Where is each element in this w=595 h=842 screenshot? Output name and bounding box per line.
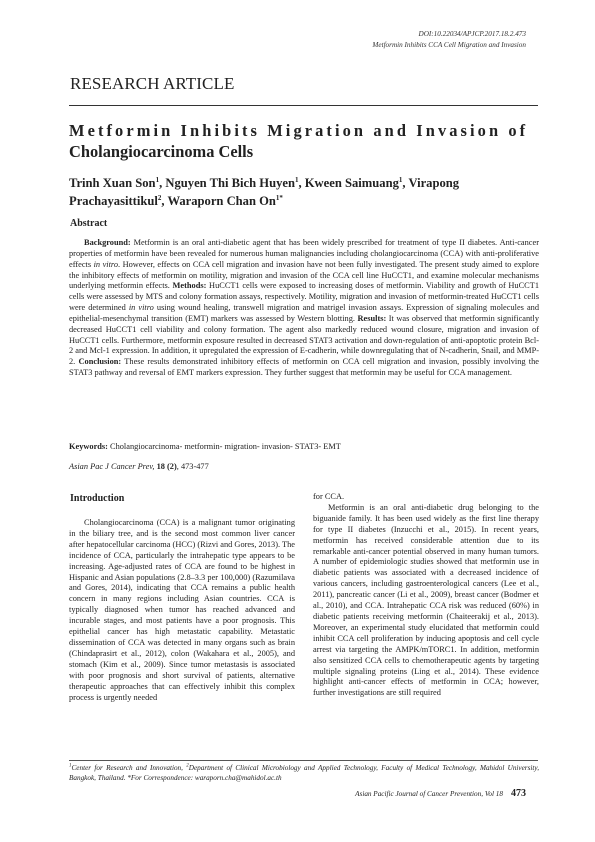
introduction-heading: Introduction bbox=[70, 493, 125, 504]
keywords: Keywords: Cholangiocarcinoma- metformin- migration- invasion- STAT3- EMT bbox=[69, 442, 341, 451]
abstract-heading: Abstract bbox=[70, 218, 108, 229]
footnote-rule bbox=[69, 760, 538, 761]
running-title: Metformin Inhibits CCA Cell Migration and Invasion bbox=[372, 40, 526, 49]
doi: DOI:10.22034/APJCP.2017.18.2.473 bbox=[418, 30, 526, 38]
author-affiliation: 1* bbox=[275, 193, 283, 202]
intro-paragraph: Metformin is an oral anti-diabetic drug belonging to the biguanide family. It has been used widely as the first line therapy for type II diabetes (Inzucchi et al., 2015). In recent years, metformin has received considerable attention due to its remarkable anti-cancer potential observed in many human tumors. A number of epidemiologic studies showed that metformin use in diabetic patients was associated with a decreased incidence of various cancers, including gastroenterological cancers (Lee et al., 2011), pancreatic cancer (Li et al., 2009), breast cancer (Bodmer et al., 2010), and CCA. Intrahepatic CCA risk was reduced (60%) in diabetic patients receiving metformin (Chaiteerakij et al., 2013). Moreover, an experimental study elucidated that metformin could inhibit CCA cell proliferation by inducing apoptosis and cell cycle arrest via targeting the AMPK/mTORC1. In addition, metformin also sensitized CCA cells to chemotherapeutic agents by targeting multiple signaling proteins (Ling et al., 2014). These evidence highlight anti-cancer effects of metformin in CCA; however, further investigations are still required bbox=[313, 502, 539, 698]
footer-journal: Asian Pacific Journal of Cancer Prevention, Vol 18 bbox=[355, 790, 503, 798]
author-list: Trinh Xuan Son$^1$, Nguyen Thi Bich Huyen$^1$, Kween Saimuang$^1$, Virapong Prachayasittikul$^2$, Waraporn Chan $On^{1*}$ bbox=[69, 175, 460, 208]
author-affiliation: 1 bbox=[398, 175, 403, 184]
section-label: RESEARCH ARTICLE bbox=[70, 74, 235, 93]
section-rule bbox=[69, 105, 538, 106]
intro-continuation: for CCA. bbox=[313, 492, 345, 501]
page-number: 473 bbox=[511, 788, 526, 799]
author-affiliation: 2 bbox=[157, 193, 162, 202]
author-affiliation: 1 bbox=[155, 175, 160, 184]
citation: Asian Pac J Cancer Prev, 18 (2), 473-477 bbox=[69, 462, 209, 471]
page-footer bbox=[355, 788, 526, 799]
intro-column-left: Cholangiocarcinoma (CCA) is a malignant tumor originating in the biliary tree, and is the second most common liver cancer after hepatocellular carcinoma (HCC) (Rizvi and Gores, 2013). The incidence of CCA, particularly the intrahepatic type appears to be increasing. Age-adjusted rates of CCA are found to be highest in Hispanic and Asian populations (2.8–3.3 per 100,000) (Razumilava and Gores, 2014), indicating that CCA remains a public health concern in many regions including Asian countries. CCA is typically diagnosed when tumor has reached advanced and incurable stages, and most patients have a poor prognosis. This epithelial cancer has high metastatic capability. Metastatic dissemination of CCA was detected in many organs such as brain (Chindaprasirt et al., 2012), colon (Wakahara et al., 2005), and stomach (Kim et al., 2009). Since tumor metastasis is associated with poor prognosis and short survival of patients, alternative therapeutic approaches that can effectively inhibit this complex process is urgently needed bbox=[69, 518, 295, 702]
paper-title bbox=[69, 121, 539, 162]
intro-column-right bbox=[313, 492, 539, 699]
title-line-2: Cholangiocarcinoma Cells bbox=[69, 141, 254, 161]
title-line-1: Metformin Inhibits Migration and Invasion of bbox=[69, 121, 529, 140]
author: Virapong Prachayasittikul bbox=[69, 176, 460, 208]
author: Trinh Xuan Son bbox=[69, 176, 156, 190]
author: Waraporn Chan On bbox=[167, 193, 276, 208]
affiliation-footnote: $^1$Center for Research and Innovation, $^2$Department of Clinical Microbiology and Applied Technology, Faculty of Medical Technology, Mahidol University, Bangkok, Thailand. *For Correspondence: waraporn.cha@mahidol.ac.th bbox=[69, 763, 539, 782]
author: Nguyen Thi Bich Huyen bbox=[165, 176, 295, 190]
author: Kween Saimuang bbox=[304, 176, 399, 190]
abstract-body: Background: Metformin is an oral anti-diabetic agent that has been widely prescribed for treatment of type II diabetes. Anti-cancer properties of metformin have been revealed for numerous human malignancies including cholangiocarcinoma (CCA) with anti-proliferative effects in vitro. However, effects on CCA cell migration and invasion have not been fully investigated. The present study aimed to explore the inhibitory effects of metformin on motility, migration and invasion of the CCA cell line HuCCT1, and examine molecular mechanisms underlying metformin effects. Methods: HuCCT1 cells were exposed to increasing doses of metformin. Viability and growth of HuCCT1 cells were assessed by MTS and colony formation assays, respectively. Motility, migration and invasion of metformin-treated HuCCT1 cells were determined in vitro using wound healing, transwell migration and matrigel invasion assays. Expression of signaling molecules and epithelial-mesenchymal transition (EMT) markers was assessed by Western blotting. Results: It was observed that metformin significantly decreased HuCCT1 cell viability and colony formation. The agent also markedly reduced wound closure, migration and invasion of HuCCT1 cells. Furthermore, metformin exposure resulted in decreased STAT3 activation and down-regulation of anti-apoptotic protein Bcl-2 and Mcl-1 expression. In addition, it upregulated the expression of E-cadherin, while downregulating that of N-cadherin, Snail, and MMP-2. Conclusion: These results demonstrated inhibitory effects of metformin on CCA cell migration and invasion, possibly involving the STAT3 pathway and reversal of EMT markers expression. They further suggest that metformin may be useful for CCA management. bbox=[69, 238, 539, 378]
author-affiliation: 1 bbox=[294, 175, 299, 184]
